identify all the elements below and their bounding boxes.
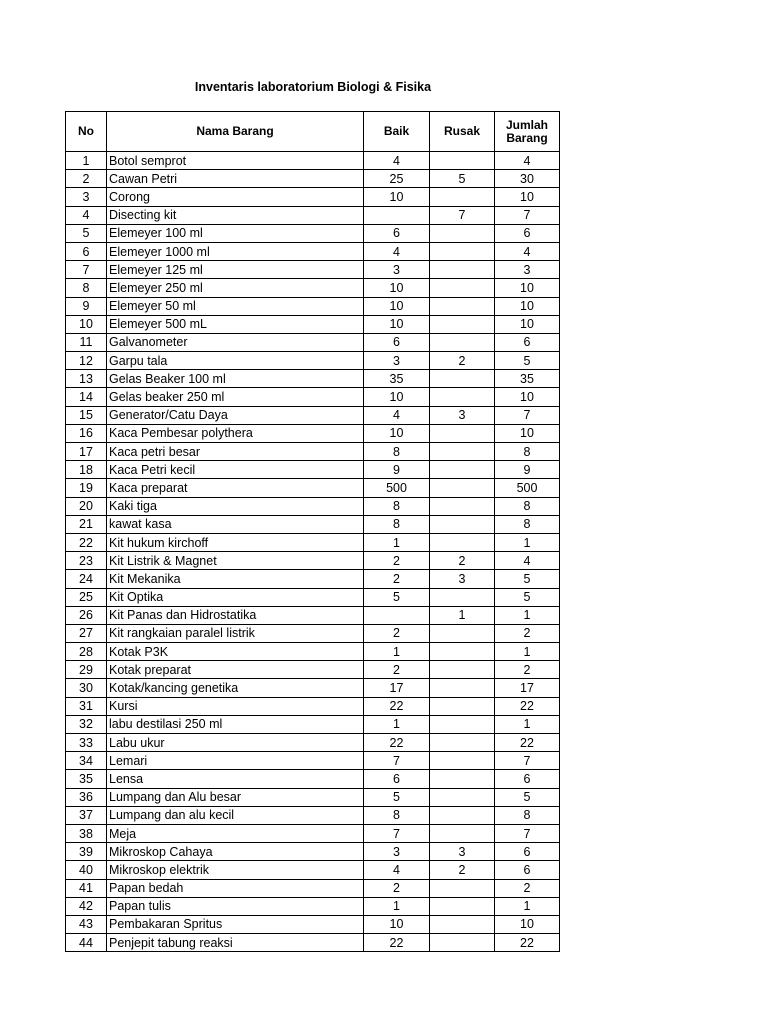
cell-jumlah: 10 [495,279,560,297]
cell-nama-barang: kawat kasa [107,515,364,533]
table-row [66,861,560,879]
table-row [66,533,560,551]
cell-rusak [430,515,495,533]
table-row [66,406,560,424]
cell-jumlah: 10 [495,424,560,442]
cell-rusak [430,661,495,679]
cell-nama-barang: Lumpang dan Alu besar [107,788,364,806]
cell-nama-barang: Kaca petri besar [107,443,364,461]
cell-baik: 4 [364,861,430,879]
cell-rusak [430,897,495,915]
cell-nama-barang: Elemeyer 50 ml [107,297,364,315]
column-header-jumlah-line1: Jumlah [505,117,548,132]
cell-jumlah: 5 [495,570,560,588]
cell-rusak [430,297,495,315]
cell-jumlah: 8 [495,443,560,461]
cell-no: 43 [66,915,107,933]
cell-nama-barang: Kotak preparat [107,661,364,679]
cell-baik: 6 [364,770,430,788]
cell-no: 4 [66,206,107,224]
cell-jumlah: 6 [495,224,560,242]
table-row [66,734,560,752]
cell-baik: 5 [364,788,430,806]
table-row [66,679,560,697]
cell-nama-barang: Mikroskop Cahaya [107,843,364,861]
cell-baik: 2 [364,570,430,588]
cell-no: 32 [66,715,107,733]
cell-baik: 3 [364,261,430,279]
column-header-jumlah-line2: Barang [506,130,548,145]
cell-no: 6 [66,242,107,260]
cell-no: 22 [66,533,107,551]
table-header [66,112,560,152]
cell-baik: 22 [364,734,430,752]
cell-no: 7 [66,261,107,279]
table-row [66,188,560,206]
cell-no: 13 [66,370,107,388]
cell-jumlah: 6 [495,843,560,861]
table-row [66,206,560,224]
cell-baik: 2 [364,661,430,679]
cell-jumlah: 500 [495,479,560,497]
cell-rusak [430,315,495,333]
cell-nama-barang: Kaca preparat [107,479,364,497]
cell-jumlah: 30 [495,170,560,188]
cell-no: 2 [66,170,107,188]
cell-jumlah: 7 [495,406,560,424]
cell-jumlah: 1 [495,643,560,661]
cell-rusak: 2 [430,552,495,570]
cell-rusak [430,333,495,351]
cell-baik: 3 [364,843,430,861]
cell-nama-barang: Kit rangkaian paralel listrik [107,624,364,642]
table-row [66,643,560,661]
cell-no: 26 [66,606,107,624]
table-row [66,279,560,297]
cell-rusak: 3 [430,570,495,588]
cell-jumlah: 4 [495,152,560,170]
column-header-rusak: Rusak [430,112,495,152]
cell-no: 33 [66,734,107,752]
table-row [66,806,560,824]
cell-rusak [430,370,495,388]
cell-jumlah: 22 [495,934,560,952]
cell-nama-barang: Botol semprot [107,152,364,170]
cell-nama-barang: Cawan Petri [107,170,364,188]
cell-rusak [430,588,495,606]
table-row [66,388,560,406]
cell-rusak: 7 [430,206,495,224]
table-row [66,424,560,442]
cell-baik: 2 [364,552,430,570]
cell-jumlah: 22 [495,734,560,752]
cell-baik: 6 [364,333,430,351]
column-header-no: No [66,112,107,152]
cell-jumlah: 7 [495,752,560,770]
cell-rusak [430,443,495,461]
cell-no: 38 [66,824,107,842]
cell-no: 8 [66,279,107,297]
cell-rusak [430,915,495,933]
cell-baik: 6 [364,224,430,242]
cell-jumlah: 22 [495,697,560,715]
cell-baik: 10 [364,188,430,206]
cell-nama-barang: Disecting kit [107,206,364,224]
cell-nama-barang: Garpu tala [107,352,364,370]
cell-nama-barang: Labu ukur [107,734,364,752]
cell-baik: 10 [364,915,430,933]
cell-nama-barang: Gelas Beaker 100 ml [107,370,364,388]
table-row [66,352,560,370]
cell-no: 10 [66,315,107,333]
cell-jumlah: 5 [495,788,560,806]
table-row [66,897,560,915]
cell-no: 36 [66,788,107,806]
cell-nama-barang: Generator/Catu Daya [107,406,364,424]
cell-baik: 3 [364,352,430,370]
cell-nama-barang: Penjepit tabung reaksi [107,934,364,952]
cell-rusak [430,643,495,661]
cell-no: 17 [66,443,107,461]
cell-nama-barang: Elemeyer 125 ml [107,261,364,279]
cell-jumlah: 1 [495,715,560,733]
cell-no: 3 [66,188,107,206]
table-row [66,297,560,315]
cell-no: 27 [66,624,107,642]
cell-baik: 22 [364,697,430,715]
cell-rusak: 5 [430,170,495,188]
cell-baik: 1 [364,715,430,733]
cell-rusak [430,497,495,515]
cell-jumlah: 10 [495,297,560,315]
table-row [66,752,560,770]
table-row [66,152,560,170]
table-row [66,661,560,679]
cell-nama-barang: Lensa [107,770,364,788]
cell-no: 24 [66,570,107,588]
cell-baik: 10 [364,297,430,315]
cell-nama-barang: Lemari [107,752,364,770]
column-header-nama-barang: Nama Barang [107,112,364,152]
cell-nama-barang: Elemeyer 500 mL [107,315,364,333]
cell-baik: 2 [364,624,430,642]
cell-baik [364,206,430,224]
cell-jumlah: 4 [495,242,560,260]
cell-baik: 8 [364,497,430,515]
table-row [66,770,560,788]
cell-rusak: 2 [430,861,495,879]
cell-rusak [430,697,495,715]
cell-rusak [430,152,495,170]
cell-rusak [430,533,495,551]
cell-nama-barang: Kotak/kancing genetika [107,679,364,697]
cell-rusak [430,461,495,479]
cell-rusak [430,224,495,242]
cell-baik: 4 [364,242,430,260]
cell-jumlah: 3 [495,261,560,279]
cell-no: 31 [66,697,107,715]
cell-no: 30 [66,679,107,697]
cell-jumlah: 35 [495,370,560,388]
cell-baik: 10 [364,388,430,406]
cell-no: 5 [66,224,107,242]
cell-baik: 10 [364,315,430,333]
cell-nama-barang: Meja [107,824,364,842]
cell-baik: 17 [364,679,430,697]
cell-jumlah: 1 [495,897,560,915]
cell-no: 39 [66,843,107,861]
table-row [66,479,560,497]
table-row [66,515,560,533]
cell-nama-barang: Papan tulis [107,897,364,915]
cell-nama-barang: Papan bedah [107,879,364,897]
cell-baik: 500 [364,479,430,497]
table-row [66,170,560,188]
table-row [66,570,560,588]
cell-jumlah: 9 [495,461,560,479]
cell-baik: 1 [364,643,430,661]
cell-rusak [430,934,495,952]
cell-baik: 1 [364,533,430,551]
cell-no: 21 [66,515,107,533]
cell-rusak: 2 [430,352,495,370]
cell-rusak [430,279,495,297]
cell-baik: 22 [364,934,430,952]
cell-no: 41 [66,879,107,897]
header-row [66,112,560,152]
cell-rusak [430,188,495,206]
table-row [66,624,560,642]
table-body [66,152,560,952]
cell-nama-barang: labu destilasi 250 ml [107,715,364,733]
cell-no: 9 [66,297,107,315]
table-row [66,315,560,333]
cell-rusak [430,388,495,406]
table-row [66,242,560,260]
cell-jumlah: 7 [495,206,560,224]
cell-rusak: 3 [430,843,495,861]
cell-no: 11 [66,333,107,351]
cell-nama-barang: Elemeyer 1000 ml [107,242,364,260]
cell-no: 40 [66,861,107,879]
cell-baik: 8 [364,515,430,533]
cell-baik: 10 [364,424,430,442]
cell-nama-barang: Kursi [107,697,364,715]
table-row [66,606,560,624]
cell-baik: 8 [364,443,430,461]
cell-jumlah: 10 [495,188,560,206]
cell-no: 28 [66,643,107,661]
table-row [66,788,560,806]
table-row [66,824,560,842]
cell-nama-barang: Gelas beaker 250 ml [107,388,364,406]
table-row [66,497,560,515]
cell-nama-barang: Elemeyer 100 ml [107,224,364,242]
cell-nama-barang: Pembakaran Spritus [107,915,364,933]
table-row [66,715,560,733]
cell-rusak [430,879,495,897]
cell-no: 37 [66,806,107,824]
cell-nama-barang: Kit hukum kirchoff [107,533,364,551]
cell-jumlah: 5 [495,588,560,606]
table-row [66,370,560,388]
cell-jumlah: 2 [495,879,560,897]
table-row [66,915,560,933]
cell-no: 1 [66,152,107,170]
cell-no: 15 [66,406,107,424]
cell-nama-barang: Kaca Pembesar polythera [107,424,364,442]
cell-baik: 35 [364,370,430,388]
cell-rusak [430,806,495,824]
table-row [66,224,560,242]
cell-rusak [430,424,495,442]
cell-jumlah: 10 [495,315,560,333]
cell-jumlah: 6 [495,770,560,788]
column-header-jumlah-barang [495,112,560,152]
cell-jumlah: 6 [495,333,560,351]
cell-baik: 1 [364,897,430,915]
cell-rusak [430,752,495,770]
cell-jumlah: 7 [495,824,560,842]
table-row [66,588,560,606]
cell-rusak [430,479,495,497]
cell-baik: 9 [364,461,430,479]
cell-nama-barang: Kit Panas dan Hidrostatika [107,606,364,624]
cell-rusak [430,242,495,260]
cell-jumlah: 2 [495,661,560,679]
inventory-table [65,111,560,952]
table-row [66,697,560,715]
cell-rusak [430,770,495,788]
cell-baik: 8 [364,806,430,824]
cell-no: 12 [66,352,107,370]
cell-baik: 25 [364,170,430,188]
cell-rusak: 3 [430,406,495,424]
cell-nama-barang: Kotak P3K [107,643,364,661]
cell-no: 16 [66,424,107,442]
cell-nama-barang: Kaki tiga [107,497,364,515]
table-row [66,443,560,461]
cell-nama-barang: Kit Optika [107,588,364,606]
cell-baik: 4 [364,406,430,424]
cell-no: 18 [66,461,107,479]
cell-no: 29 [66,661,107,679]
table-row [66,843,560,861]
cell-jumlah: 4 [495,552,560,570]
cell-jumlah: 17 [495,679,560,697]
cell-jumlah: 6 [495,861,560,879]
cell-baik: 10 [364,279,430,297]
cell-baik: 7 [364,752,430,770]
column-header-baik: Baik [364,112,430,152]
cell-nama-barang: Mikroskop elektrik [107,861,364,879]
cell-jumlah: 8 [495,806,560,824]
cell-no: 23 [66,552,107,570]
cell-rusak [430,788,495,806]
cell-jumlah: 8 [495,515,560,533]
cell-nama-barang: Lumpang dan alu kecil [107,806,364,824]
cell-no: 20 [66,497,107,515]
cell-no: 34 [66,752,107,770]
cell-no: 14 [66,388,107,406]
cell-jumlah: 1 [495,606,560,624]
cell-no: 25 [66,588,107,606]
table-row [66,261,560,279]
cell-nama-barang: Corong [107,188,364,206]
cell-jumlah: 8 [495,497,560,515]
cell-rusak [430,824,495,842]
page-title: Inventaris laboratorium Biologi & Fisika [194,80,432,94]
cell-rusak [430,715,495,733]
cell-rusak [430,261,495,279]
cell-baik: 5 [364,588,430,606]
cell-jumlah: 1 [495,533,560,551]
cell-jumlah: 5 [495,352,560,370]
cell-no: 19 [66,479,107,497]
cell-no: 35 [66,770,107,788]
cell-baik: 7 [364,824,430,842]
table-row [66,879,560,897]
table-row [66,934,560,952]
cell-nama-barang: Kit Listrik & Magnet [107,552,364,570]
table-row [66,333,560,351]
table-row [66,461,560,479]
table-row [66,552,560,570]
cell-nama-barang: Kaca Petri kecil [107,461,364,479]
cell-nama-barang: Elemeyer 250 ml [107,279,364,297]
cell-baik [364,606,430,624]
cell-rusak [430,679,495,697]
cell-no: 42 [66,897,107,915]
cell-jumlah: 2 [495,624,560,642]
cell-rusak [430,624,495,642]
cell-baik: 4 [364,152,430,170]
cell-nama-barang: Kit Mekanika [107,570,364,588]
cell-rusak [430,734,495,752]
cell-baik: 2 [364,879,430,897]
cell-nama-barang: Galvanometer [107,333,364,351]
cell-no: 44 [66,934,107,952]
cell-rusak: 1 [430,606,495,624]
cell-jumlah: 10 [495,915,560,933]
cell-jumlah: 10 [495,388,560,406]
